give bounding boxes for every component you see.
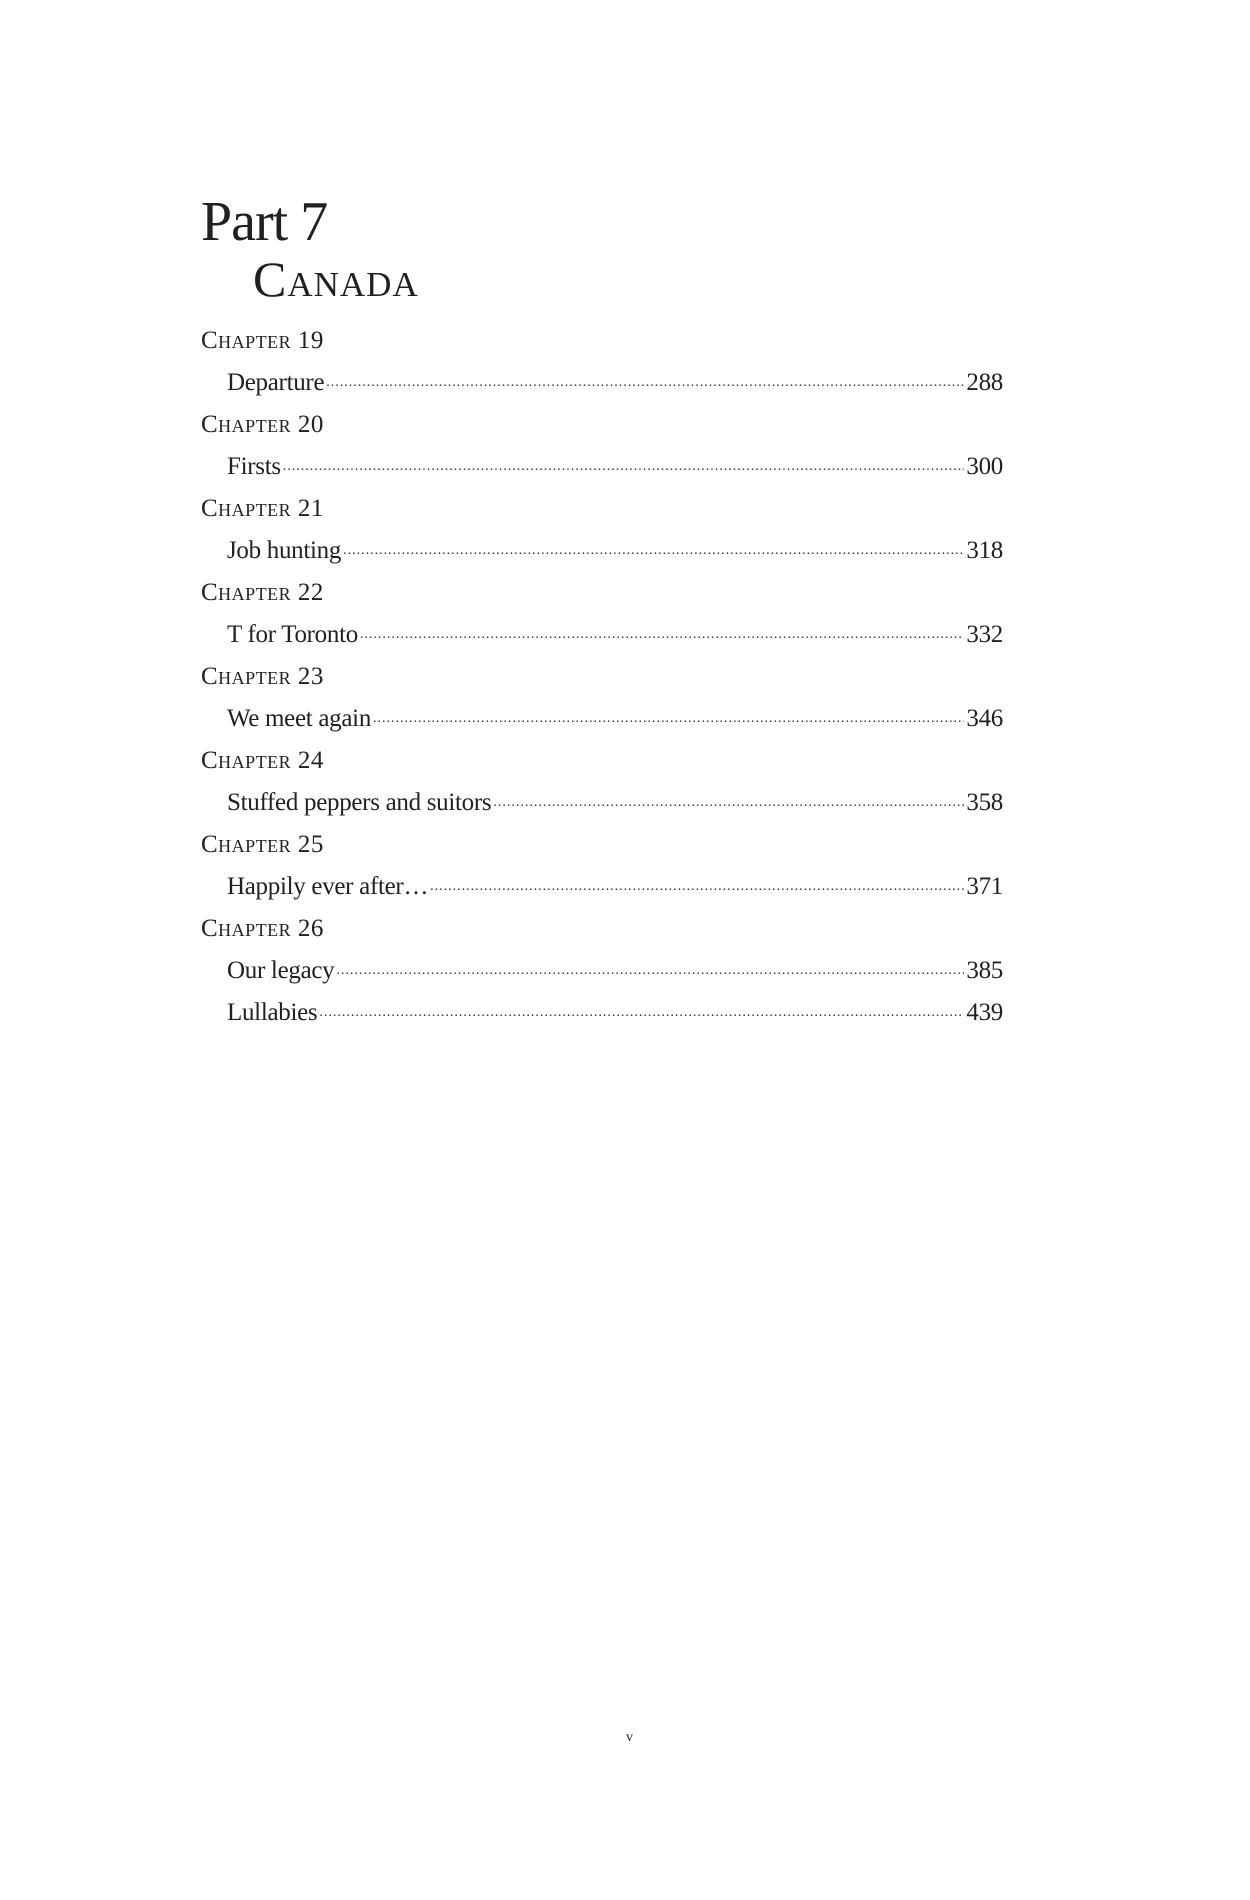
chapter-heading: Chapter 19 [201,327,324,354]
toc-entry[interactable] [201,950,1003,992]
entry-title: Lullabies [227,999,318,1026]
dot-leader [319,992,964,1034]
part-name: Canada [253,251,419,307]
chapter-heading: Chapter 24 [201,747,324,774]
entry-page: 385 [966,957,1003,984]
dot-leader [336,950,964,992]
toc-entry[interactable] [201,614,1003,656]
part-title: Part 7 [201,191,328,253]
entry-title: We meet again [227,705,372,732]
chapter-heading: Chapter 21 [201,495,324,522]
toc-entry[interactable] [201,446,1003,488]
chapter-heading: Chapter 26 [201,915,324,942]
toc-entry[interactable] [201,992,1003,1034]
entry-page: 300 [966,453,1003,480]
dot-leader [326,362,964,404]
chapter-heading: Chapter 23 [201,663,324,690]
entry-title: Job hunting [227,537,342,564]
entry-page: 439 [966,999,1003,1026]
toc-entry[interactable] [201,530,1003,572]
entry-title: Happily ever after… [227,873,429,900]
entry-title: Departure [227,369,325,396]
dot-leader [283,446,965,488]
entry-page: 346 [966,705,1003,732]
entry-page: 371 [966,873,1003,900]
dot-leader [360,614,964,656]
table-of-contents [201,320,1003,1034]
toc-entry[interactable] [201,866,1003,908]
entry-page: 358 [966,789,1003,816]
entry-page: 318 [966,537,1003,564]
chapter-heading: Chapter 25 [201,831,324,858]
chapter-heading: Chapter 20 [201,411,324,438]
entry-page: 332 [966,621,1003,648]
dot-leader [493,782,964,824]
entry-title: Stuffed peppers and suitors [227,789,492,816]
toc-entry[interactable] [201,698,1003,740]
entry-page: 288 [966,369,1003,396]
entry-title: Our legacy [227,957,335,984]
page-number: v [626,1730,633,1745]
dot-leader [430,866,964,908]
entry-title: Firsts [227,453,281,480]
dot-leader [373,698,964,740]
chapter-heading: Chapter 22 [201,579,324,606]
entry-title: T for Toronto [227,621,358,648]
dot-leader [343,530,964,572]
toc-entry[interactable] [201,782,1003,824]
toc-entry[interactable] [201,362,1003,404]
